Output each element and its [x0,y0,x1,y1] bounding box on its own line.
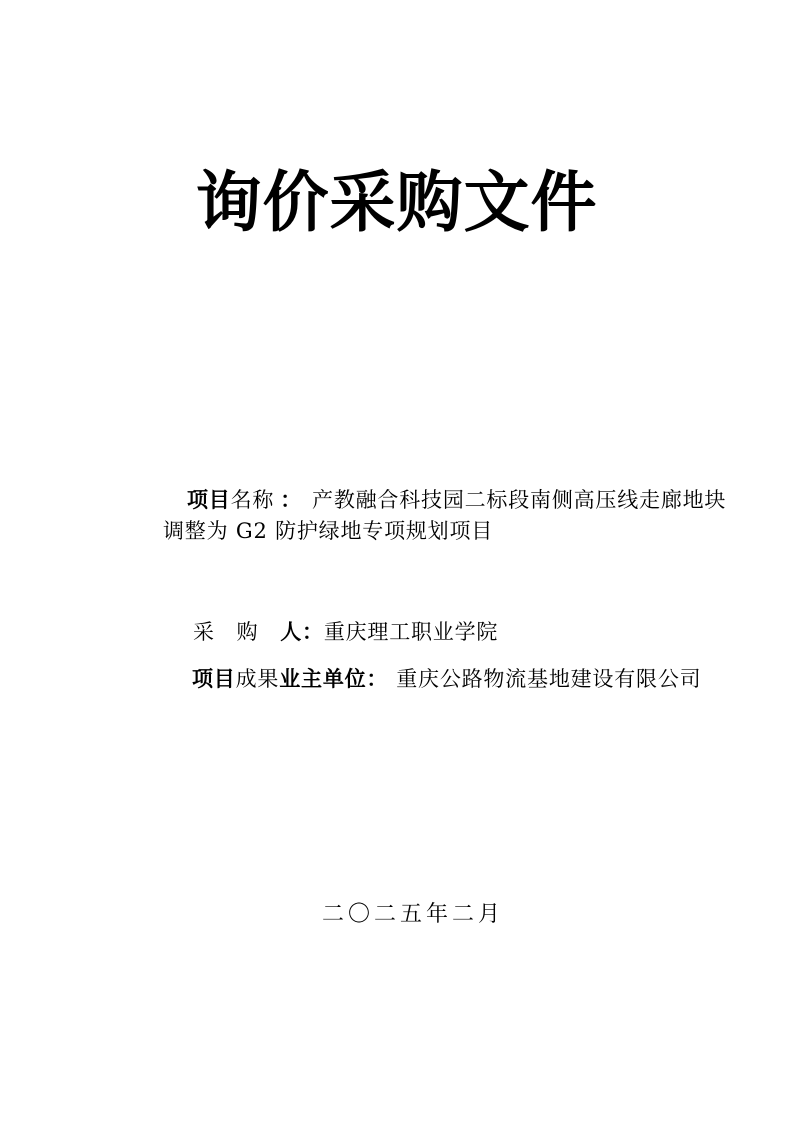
buyer-label-bold: 人： [280,621,324,644]
document-title: 询价采购文件 [195,163,598,241]
owner-unit-row [192,664,701,695]
project-name-text-1: 产教融合科技园二标段南侧高压线走廊地块 [312,488,727,512]
buyer-value: 重庆理工职业学院 [323,620,499,644]
project-name-paragraph [163,485,753,546]
buyer-row [193,617,498,648]
project-name-line-1 [163,485,753,516]
project-name-text-2: 调整为 G2 防护绿地专项规划项目 [163,519,494,543]
owner-label-bold-1: 项目 [192,668,236,691]
owner-label-bold-2: 业主单位： [279,668,389,691]
project-name-line-2 [163,516,753,546]
project-label-regular: 名称 [230,488,275,512]
owner-value: 重庆公路物流基地建设有限公司 [396,667,702,691]
document-date: 二〇二五年二月 [322,902,505,927]
buyer-label-regular: 采 购 [193,620,281,644]
owner-label-regular: 成果 [235,667,280,691]
project-colon: ： [280,489,303,512]
project-label-bold: 项目 [187,489,231,512]
